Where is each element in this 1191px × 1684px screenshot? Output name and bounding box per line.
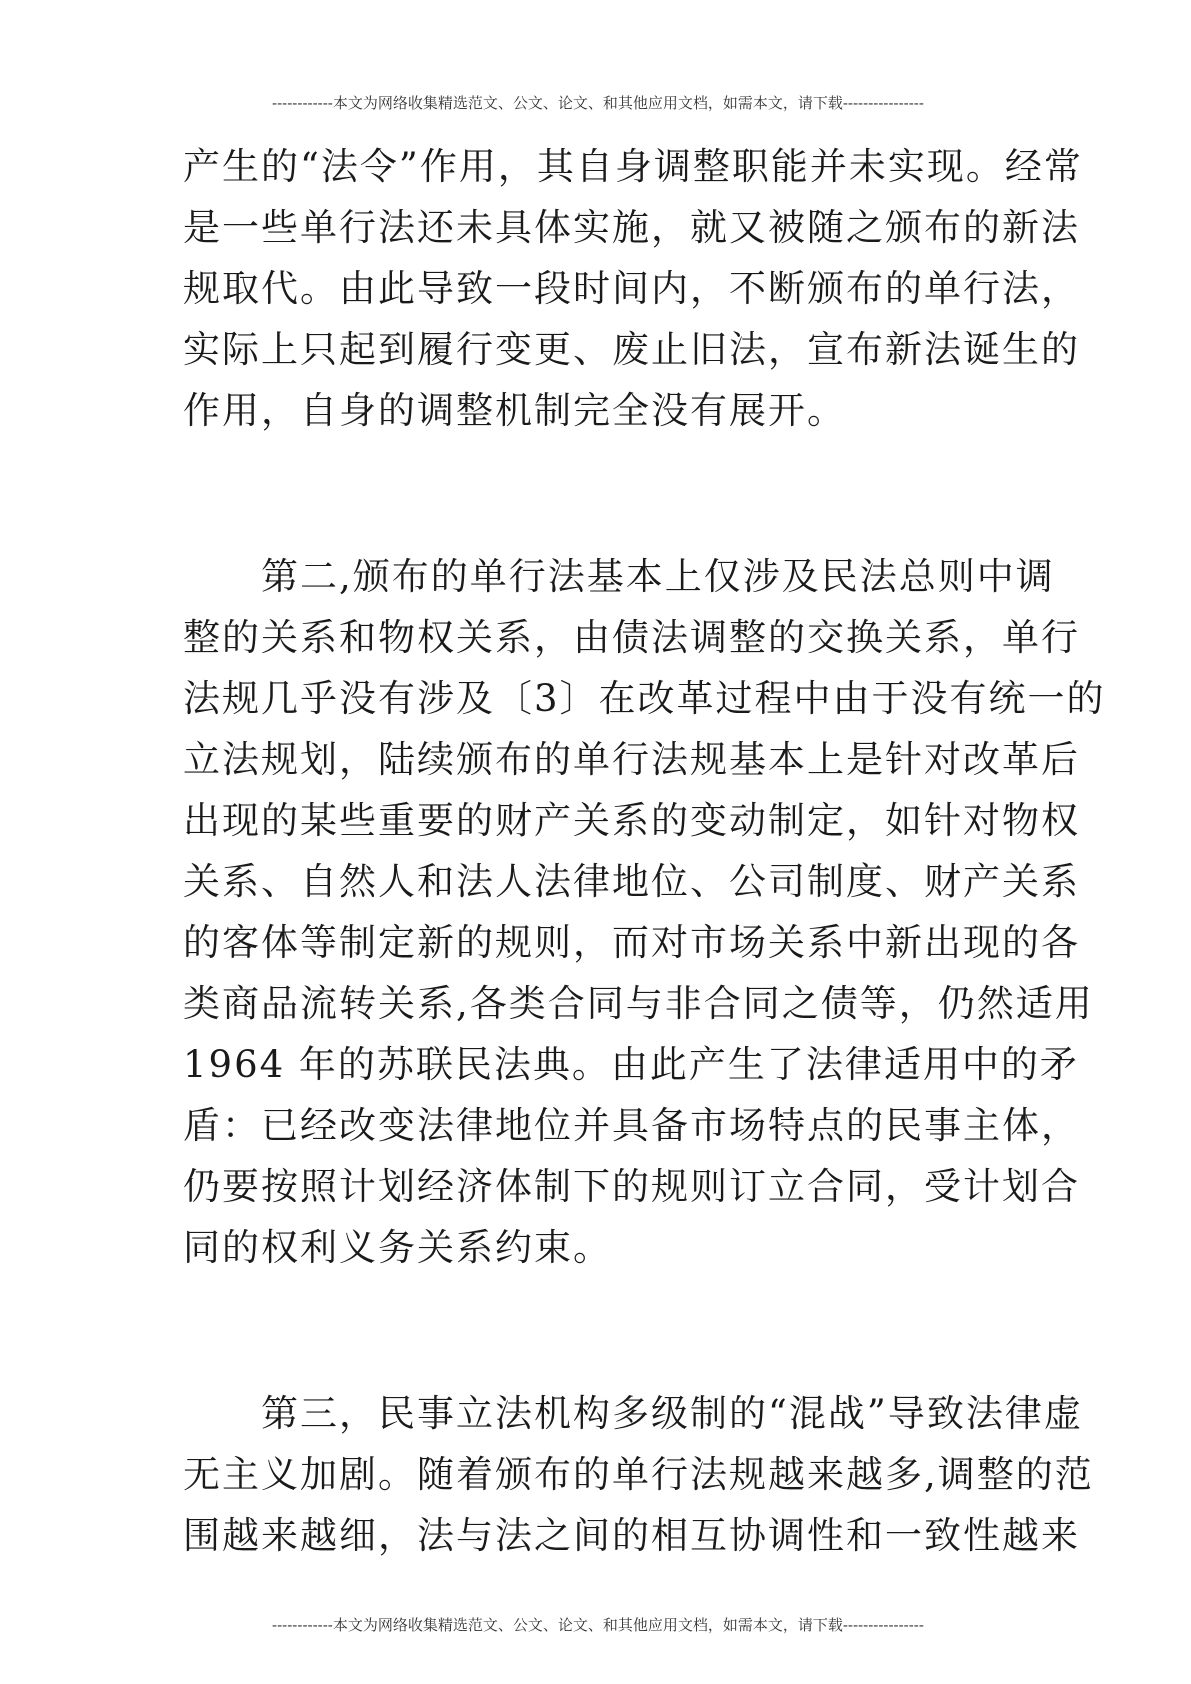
text-line: 出现的某些重要的财产关系的变动制定，如针对物权 [183, 799, 1080, 842]
paragraph-2 [183, 546, 1106, 1278]
text-line: 同的权利义务关系约束。 [183, 1226, 612, 1269]
text-line: 仍要按照计划经济体制下的规则订立合同，受计划合 [183, 1165, 1080, 1208]
footer-banner: ------------本文为网络收集精选范文、公文、论文、和其他应用文档，如需本文，请下载---------------- [272, 1616, 924, 1634]
text-line: 关系、自然人和法人法律地位、公司制度、财产关系 [183, 860, 1080, 903]
text-line: 实际上只起到履行变更、废止旧法，宣布新法诞生的 [183, 328, 1080, 371]
paragraph-gap [183, 441, 1013, 546]
paragraph-gap [183, 1278, 1013, 1383]
text-line: 类商品流转关系,各类合同与非合同之债等，仍然适用 [183, 982, 1094, 1025]
text-line: 产生的“法令”作用，其自身调整职能并未实现。经常 [183, 145, 1083, 188]
text-line: 盾：已经改变法律地位并具备市场特点的民事主体， [183, 1104, 1080, 1147]
text-line: 是一些单行法还未具体实施，就又被随之颁布的新法 [183, 206, 1080, 249]
text-line: 无主义加剧。随着颁布的单行法规越来越多,调整的范 [183, 1453, 1094, 1496]
text-line: 法规几乎没有涉及〔3〕在改革过程中由于没有统一的 [183, 677, 1106, 720]
text-line: 立法规划，陆续颁布的单行法规基本上是针对改革后 [183, 738, 1080, 781]
text-line: 的客体等制定新的规则，而对市场关系中新出现的各 [183, 921, 1080, 964]
text-line: 整的关系和物权关系，由债法调整的交换关系，单行 [183, 616, 1080, 659]
text-line: 1964 年的苏联民法典。由此产生了法律适用中的矛 [183, 1043, 1079, 1086]
text-line: 规取代。由此导致一段时间内，不断颁布的单行法， [183, 267, 1080, 310]
text-line: 围越来越细，法与法之间的相互协调性和一致性越来 [183, 1514, 1080, 1557]
text-line: 作用，自身的调整机制完全没有展开。 [183, 389, 846, 432]
text-line: 第三，民事立法机构多级制的“混战”导致法律虚 [261, 1392, 1083, 1435]
header-banner: ------------本文为网络收集精选范文、公文、论文、和其他应用文档，如需本文，请下载---------------- [272, 94, 924, 112]
paragraph-1 [183, 136, 1083, 441]
paragraph-3 [183, 1383, 1094, 1566]
text-line: 第二,颁布的单行法基本上仅涉及民法总则中调 [261, 555, 1055, 598]
document-body [183, 136, 1106, 1566]
